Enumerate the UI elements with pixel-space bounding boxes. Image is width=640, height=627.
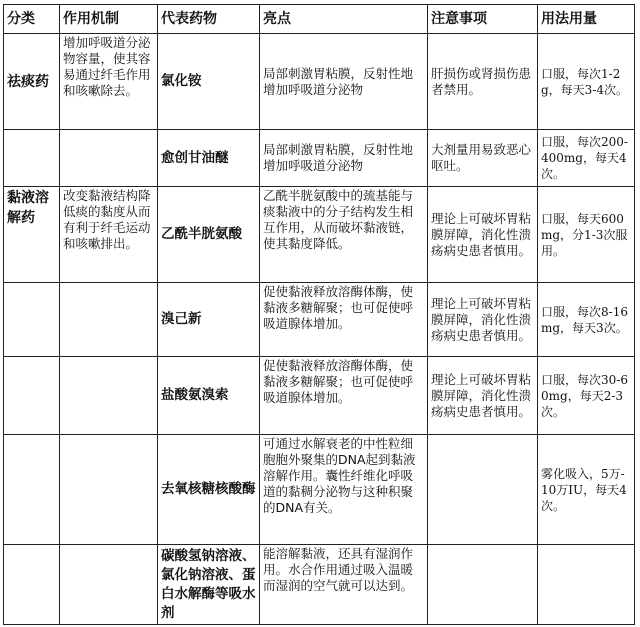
header-note: 注意事项 [428, 5, 538, 34]
dose-cell: 雾化吸入，5万-10万IU，每天4次。 [538, 435, 635, 545]
category-cell: 祛痰药 [4, 34, 60, 130]
highlight-cell: 局部刺激胃粘膜，反射性地增加呼吸道分泌物 [260, 34, 428, 130]
note-cell [428, 545, 538, 625]
dose-cell: 口服，每次200-400mg，每天4次。 [538, 130, 635, 187]
highlight-cell: 促使黏液释放溶酶体酶，使黏液多糖解聚；也可促使呼吸道腺体增加。 [260, 357, 428, 435]
dose-cell: 口服，每次1-2g，每天3-4次。 [538, 34, 635, 130]
note-cell: 肝损伤或肾损伤患者禁用。 [428, 34, 538, 130]
category-cell-empty [4, 435, 60, 545]
mechanism-cell-empty [60, 435, 158, 545]
header-drug: 代表药物 [158, 5, 260, 34]
drug-cell: 碳酸氢钠溶液、氯化钠溶液、蛋白水解酶等吸水剂 [158, 545, 260, 625]
table-row [4, 545, 635, 625]
header-mechanism: 作用机制 [60, 5, 158, 34]
header-dose: 用法用量 [538, 5, 635, 34]
mechanism-cell-empty [60, 545, 158, 625]
category-cell-empty [4, 130, 60, 187]
drug-table [3, 4, 635, 625]
note-cell: 理论上可破坏胃粘膜屏障，消化性溃疡病史患者慎用。 [428, 187, 538, 283]
highlight-cell: 可通过水解衰老的中性粒细胞胞外聚集的DNA起到黏液溶解作用。囊性纤维化呼吸道的黏稠分泌物与这种积聚的DNA有关。 [260, 435, 428, 545]
highlight-cell: 促使黏液释放溶酶体酶，使黏液多糖解聚；也可促使呼吸道腺体增加。 [260, 283, 428, 357]
header-highlight: 亮点 [260, 5, 428, 34]
mechanism-cell-empty [60, 283, 158, 357]
mechanism-cell: 改变黏液结构降低痰的黏度从而有利于纤毛运动和咳嗽排出。 [60, 187, 158, 283]
table-row [4, 357, 635, 435]
highlight-cell: 局部刺激胃粘膜，反射性地增加呼吸道分泌物 [260, 130, 428, 187]
note-cell [428, 435, 538, 545]
table-row [4, 34, 635, 130]
table-row [4, 283, 635, 357]
header-category: 分类 [4, 5, 60, 34]
mechanism-cell: 增加呼吸道分泌物容量，使其容易通过纤毛作用和咳嗽除去。 [60, 34, 158, 130]
dose-cell: 口服，每次30-60mg，每天2-3次。 [538, 357, 635, 435]
mechanism-cell-empty [60, 130, 158, 187]
drug-cell: 乙酰半胱氨酸 [158, 187, 260, 283]
note-cell: 大剂量用易致恶心呕吐。 [428, 130, 538, 187]
table-row [4, 130, 635, 187]
dose-cell [538, 545, 635, 625]
category-cell-empty [4, 545, 60, 625]
category-cell-empty [4, 357, 60, 435]
drug-cell: 溴己新 [158, 283, 260, 357]
category-cell: 黏液溶解药 [4, 187, 60, 283]
dose-cell: 口服，每天600mg，分1-3次服用。 [538, 187, 635, 283]
mechanism-cell-empty [60, 357, 158, 435]
table-row [4, 187, 635, 283]
highlight-cell: 能溶解黏液，还具有湿润作用。水合作用通过吸入温暖而湿润的空气就可以达到。 [260, 545, 428, 625]
dose-cell: 口服，每次8-16mg，每天3次。 [538, 283, 635, 357]
drug-cell: 去氧核糖核酸酶 [158, 435, 260, 545]
header-row [4, 5, 635, 34]
category-cell-empty [4, 283, 60, 357]
note-cell: 理论上可破坏胃粘膜屏障，消化性溃疡病史患者慎用。 [428, 357, 538, 435]
table-row [4, 435, 635, 545]
note-cell: 理论上可破坏胃粘膜屏障，消化性溃疡病史患者慎用。 [428, 283, 538, 357]
highlight-cell: 乙酰半胱氨酸中的巯基能与痰黏液中的分子结构发生相互作用，从而破坏黏液链，使其黏度降低。 [260, 187, 428, 283]
drug-cell: 氯化铵 [158, 34, 260, 130]
drug-cell: 愈创甘油醚 [158, 130, 260, 187]
drug-cell: 盐酸氨溴索 [158, 357, 260, 435]
